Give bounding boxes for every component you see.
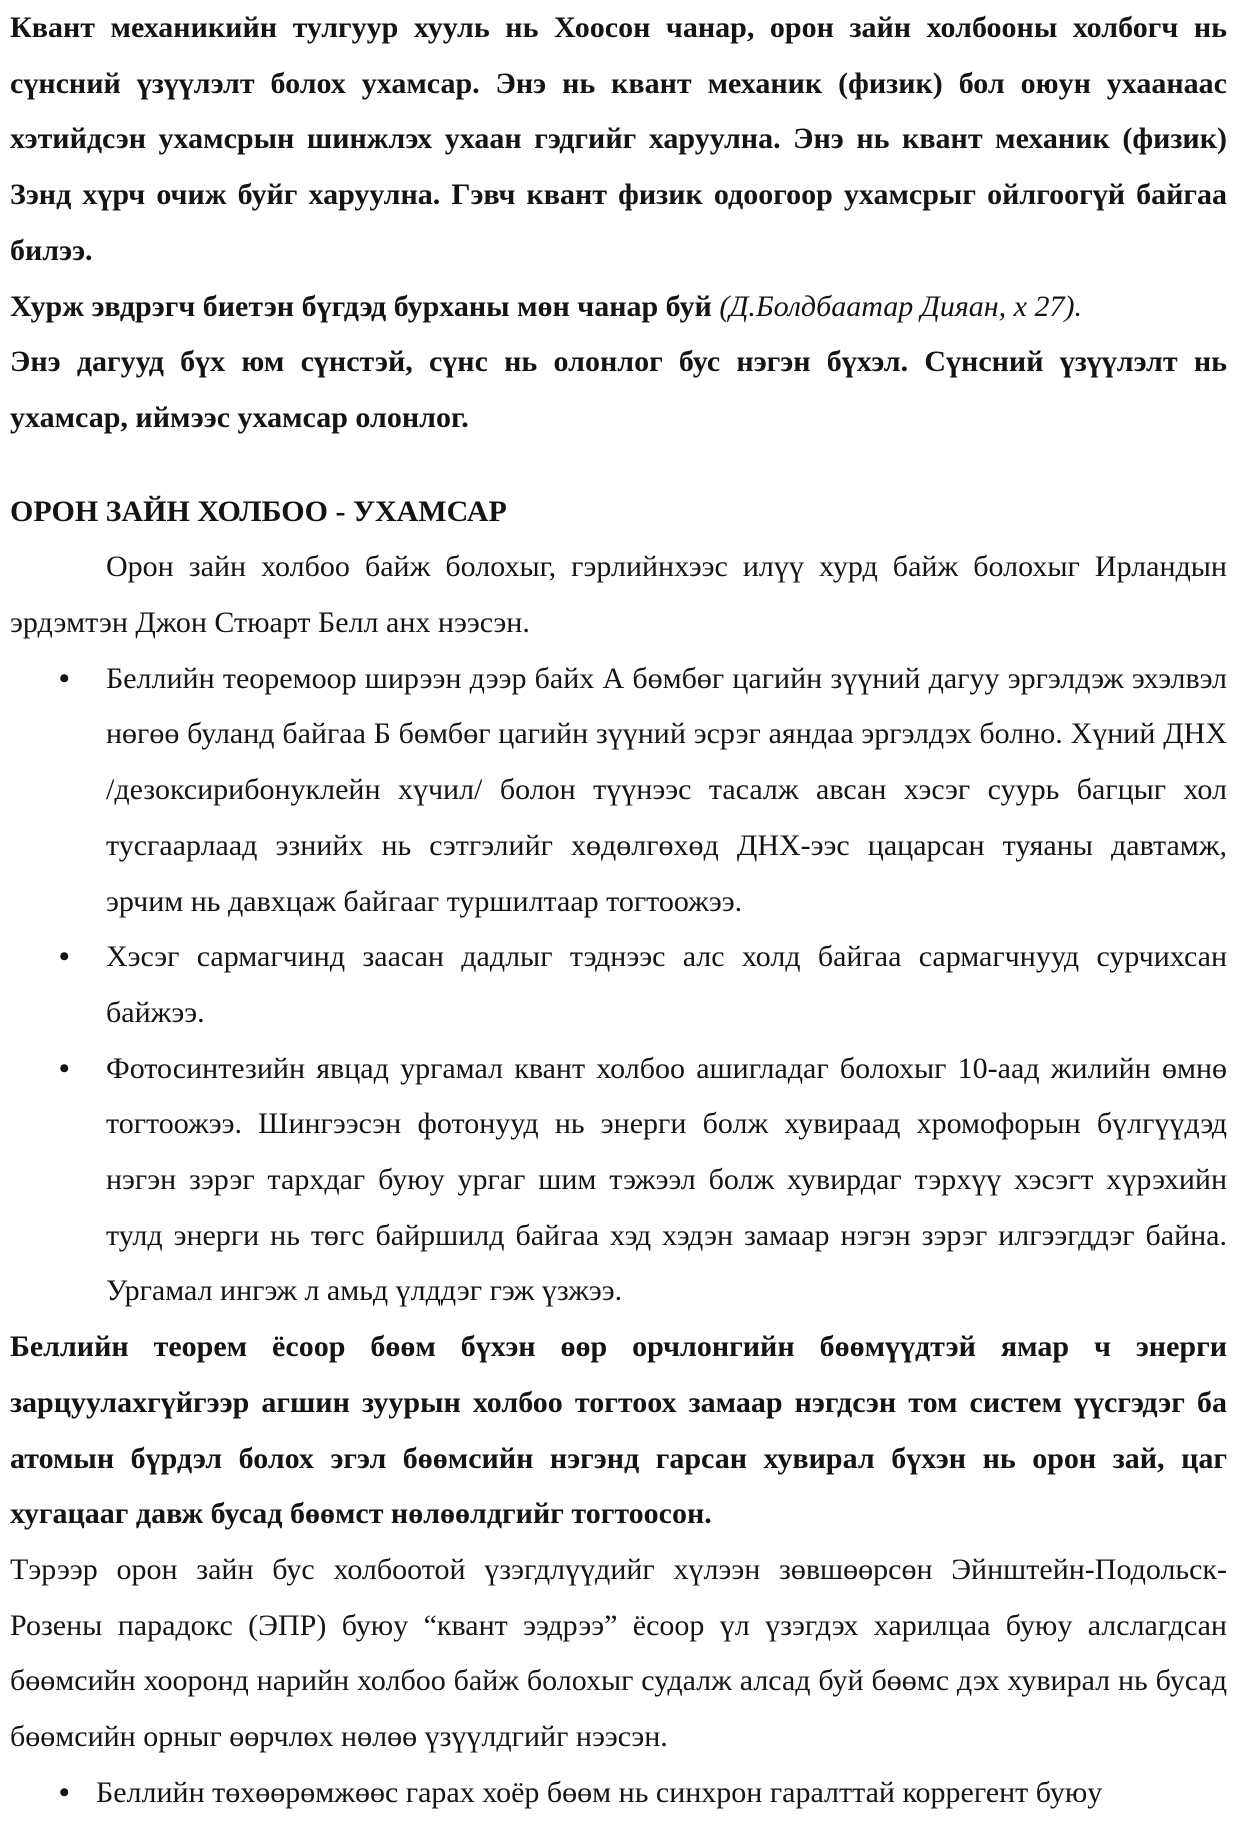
list-item <box>10 1041 1227 1320</box>
list-item-text: Беллийн теоремоор ширээн дээр байх А бөмбөг цагийн зүүний дагуу эргэлдэж эхэлвэл нөгөө буланд байгаа Б бөмбөг цагийн зүүний эсрэг аяндаа эргэлдэх болно. Хүний ДНХ /дезоксирибонуклейн хүчил/ болон түүнээс тасалж авсан хэсэг суурь багцыг хол тусгаарлаад эзнийх нь сэтгэлийг хөдөлгөхөд ДНХ-ээс цацарсан туяаны давтамж, эрчим нь давхцаж байгааг туршилтаар тогтоожээ. <box>106 661 1227 918</box>
list-item <box>10 651 1227 930</box>
list-item-text: Хэсэг сармагчинд заасан дадлыг тэднээс алс холд байгаа сармагчнууд сурчихсан байжээ. <box>106 940 1227 1029</box>
bullet-list-2 <box>10 1765 1227 1821</box>
bullet-icon: • <box>59 1051 70 1085</box>
bullet-list <box>10 651 1227 1319</box>
section-heading: ОРОН ЗАЙН ХОЛБОО - УХАМСАР <box>10 494 507 528</box>
document-page <box>10 0 1227 1821</box>
bullet-icon: • <box>59 940 70 974</box>
list-item-text: Беллийн төхөөрөмжөөс гарах хоёр бөөм нь синхрон гаралттай коррегент буюу <box>96 1775 1103 1809</box>
intro-paragraph-3: Энэ дагууд бүх юм сүнстэй, сүнс нь олонлог бус нэгэн бүхэл. Сүнсний үзүүлэлт нь ухамсар, иймээс ухамсар олонлог. <box>10 345 1227 434</box>
spacer <box>10 446 1227 484</box>
list-item <box>10 1765 1227 1821</box>
epr-paragraph: Тэрээр орон зайн бус холбоотой үзэгдлүүдийг хүлээн зөвшөөрсөн Эйнштейн-Подольск-Розены парадокс (ЭПР) буюу “квант ээдрээ” ёсоор үл үзэгдэх харилцаа буюу алслагдсан бөөмсийн хооронд нарийн холбоо байж болохыг судалж алсад буй бөөмс дэх хувирал нь бусад бөөмсийн орныг өөрчлөх нөлөө үзүүлдгийг нээсэн. <box>10 1552 1227 1754</box>
citation: (Д.Болдбаатар Дияан, х 27). <box>719 289 1082 323</box>
bullet-icon: • <box>59 661 70 695</box>
intro-paragraph-2-text: Хурж эвдрэгч биетэн бүгдэд бурханы мөн чанар буй <box>10 289 720 323</box>
intro-paragraph-2 <box>10 279 1227 335</box>
bullet-icon: • <box>59 1775 70 1809</box>
list-item <box>10 929 1227 1040</box>
intro-paragraph-1: Квант механикийн тулгуур хууль нь Хоосон чанар, орон зайн холбооны холбогч нь сүнсний үзүүлэлт болох ухамсар. Энэ нь квант механик (физик) бол оюун ухаанаас хэтийдсэн ухамсрын шинжлэх ухаан гэдгийг харуулна. Энэ нь квант механик (физик) Зэнд хүрч очиж буйг харуулна. Гэвч квант физик одоогоор ухамсрыг ойлгоогүй байгаа билээ. <box>10 11 1227 267</box>
section-intro-paragraph: Орон зайн холбоо байж болохыг, гэрлийнхээс илүү хурд байж болохыг Ирландын эрдэмтэн Джон Стюарт Белл анх нээсэн. <box>10 550 1227 640</box>
list-item-text: Фотосинтезийн явцад ургамал квант холбоо ашигладаг болохыг 10-аад жилийн өмнө тогтоожээ. Шингээсэн фотонууд нь энерги болж хувираад хромофорын бүлгүүдэд нэгэн зэрэг тархдаг буюу ургаг шим тэжээл болж хувирдаг тэрхүү хэсэгт хүрэхийн тулд энерги нь төгс байршилд байгаа хэд хэдэн замаар нэгэн зэрэг илгээгддэг байна. Ургамал ингэж л амьд үлддэг гэж үзжээ. <box>106 1051 1227 1308</box>
bell-theorem-paragraph: Беллийн теорем ёсоор бөөм бүхэн өөр орчлонгийн бөөмүүдтэй ямар ч энерги зарцуулахгүйгээр агшин зуурын холбоо тогтоох замаар нэгдсэн том систем үүсгэдэг ба атомын бүрдэл болох эгэл бөөмсийн нэгэнд гарсан хувирал бүхэн нь орон зай, цаг хугацааг давж бусад бөөмст нөлөөлдгийг тогтоосон. <box>10 1330 1227 1531</box>
